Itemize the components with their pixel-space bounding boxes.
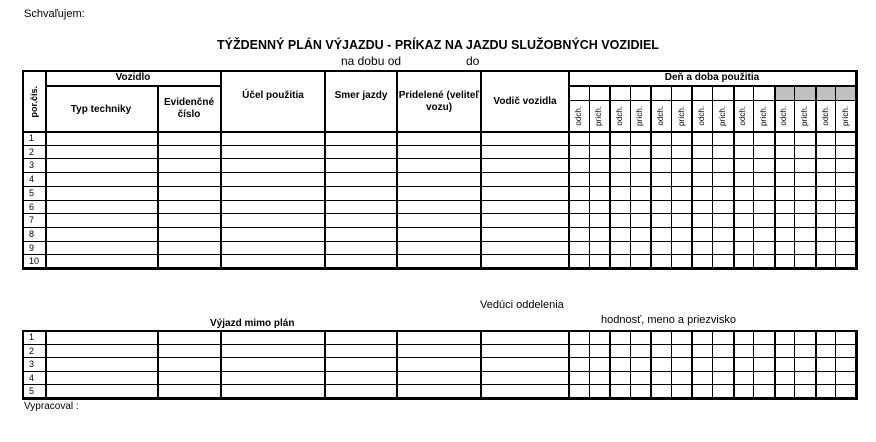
extra-table-right-border bbox=[855, 330, 858, 400]
vehicle-group-header: Vozidlo bbox=[115, 72, 151, 83]
row-number: 2 bbox=[29, 146, 35, 157]
arrival-subheader bbox=[671, 101, 692, 131]
arrival-subheader bbox=[753, 101, 774, 131]
extra-row-line bbox=[22, 384, 856, 385]
arrival-subheader bbox=[589, 101, 610, 131]
day-subheader-label: prích. bbox=[841, 105, 851, 126]
day-subheader-label: odch. bbox=[573, 106, 583, 126]
row-number: 7 bbox=[29, 215, 35, 226]
extra-day-column-line bbox=[815, 330, 817, 398]
extra-row-line bbox=[22, 357, 856, 358]
header-bottom-border bbox=[22, 131, 856, 133]
departure-subheader bbox=[774, 101, 795, 131]
extra-column-line bbox=[396, 330, 398, 398]
row-line bbox=[22, 200, 856, 201]
row-line bbox=[22, 158, 856, 159]
day-subheader-label: odch. bbox=[779, 106, 789, 126]
extra-day-column-line bbox=[650, 330, 652, 398]
extra-column-line bbox=[45, 330, 47, 398]
extra-row-number: 2 bbox=[29, 345, 35, 356]
day-group-header: Deň a doba použitia bbox=[664, 72, 760, 83]
table-top-border bbox=[22, 70, 856, 72]
purpose-header: Účel použitia bbox=[242, 90, 304, 101]
prepared-by-label: Vypracoval : bbox=[24, 401, 79, 412]
type-header: Typ techniky bbox=[70, 104, 132, 115]
row-number: 5 bbox=[29, 187, 35, 198]
row-number: 8 bbox=[29, 228, 35, 239]
day-subheader-label: prích. bbox=[676, 105, 686, 126]
extra-row-number: 3 bbox=[29, 359, 35, 370]
arrival-subheader bbox=[835, 101, 856, 131]
table-bottom-border bbox=[22, 267, 856, 270]
extra-label: Výjazd mimo plán bbox=[210, 318, 295, 329]
extra-day-column-line bbox=[753, 330, 754, 398]
arrival-subheader bbox=[630, 101, 651, 131]
day-subheader-label: odch. bbox=[697, 106, 707, 126]
column-line bbox=[45, 70, 47, 269]
day-subheader-label: prích. bbox=[594, 105, 604, 126]
assigned-header: Pridelené (veliteľ vozu) bbox=[398, 90, 480, 113]
extra-row-number: 5 bbox=[29, 386, 35, 397]
row-line bbox=[22, 172, 856, 173]
day-subheader-label: odch. bbox=[656, 106, 666, 126]
departure-subheader bbox=[733, 101, 754, 131]
row-number: 3 bbox=[29, 160, 35, 171]
driver-header: Vodič vozidla bbox=[493, 96, 557, 107]
day-subheader-label: prích. bbox=[635, 105, 645, 126]
column-line bbox=[568, 70, 570, 269]
period-to: do bbox=[466, 54, 480, 68]
row-line bbox=[22, 186, 856, 187]
extra-column-line bbox=[220, 330, 222, 398]
extra-day-column-line bbox=[589, 330, 590, 398]
day-subheader-label: prích. bbox=[800, 105, 810, 126]
row-number: 6 bbox=[29, 201, 35, 212]
day-subheader-label: prích. bbox=[758, 105, 768, 126]
order-no-header: por.čís. bbox=[29, 86, 39, 118]
signature-hint: hodnosť, meno a priezvisko bbox=[601, 314, 736, 326]
column-line bbox=[324, 70, 326, 269]
form-title: TÝŽDENNÝ PLÁN VÝJAZDU - PRÍKAZ NA JAZDU SLUŽOBNÝCH VOZIDIEL bbox=[217, 38, 659, 52]
row-number: 9 bbox=[29, 242, 35, 253]
extra-day-column-line bbox=[774, 330, 776, 398]
row-number: 4 bbox=[29, 174, 35, 185]
reg-no-header: Evidenčné číslo bbox=[163, 97, 215, 120]
extra-table-bottom-border bbox=[22, 397, 856, 400]
departure-subheader bbox=[650, 101, 671, 131]
extra-column-line bbox=[324, 330, 326, 398]
extra-day-column-line bbox=[609, 330, 611, 398]
departure-subheader bbox=[568, 101, 589, 131]
extra-day-column-line bbox=[835, 330, 836, 398]
extra-day-column-line bbox=[733, 330, 735, 398]
column-line bbox=[480, 70, 482, 269]
extra-row-line bbox=[22, 371, 856, 372]
extra-row-number: 4 bbox=[29, 372, 35, 383]
row-line bbox=[22, 241, 856, 242]
departure-subheader bbox=[691, 101, 712, 131]
arrival-subheader bbox=[794, 101, 815, 131]
arrival-subheader bbox=[712, 101, 733, 131]
extra-column-line bbox=[157, 330, 159, 398]
extra-day-column-line bbox=[794, 330, 795, 398]
vehicle-group-divider bbox=[45, 85, 220, 87]
column-line bbox=[396, 70, 398, 269]
extra-day-column-line bbox=[671, 330, 672, 398]
row-line bbox=[22, 254, 856, 255]
row-line bbox=[22, 213, 856, 214]
head-of-department-label: Vedúci oddelenia bbox=[480, 299, 564, 311]
extra-day-column-line bbox=[630, 330, 631, 398]
row-number: 1 bbox=[29, 133, 35, 143]
departure-subheader bbox=[609, 101, 630, 131]
column-line bbox=[220, 70, 222, 269]
row-line bbox=[22, 145, 856, 146]
extra-row-line bbox=[22, 344, 856, 345]
day-subheader-label: odch. bbox=[738, 106, 748, 126]
direction-header: Smer jazdy bbox=[334, 90, 388, 101]
extra-table-top-border bbox=[22, 330, 856, 332]
row-line bbox=[22, 227, 856, 228]
period-prefix: na dobu od bbox=[341, 54, 402, 68]
departure-subheader bbox=[815, 101, 836, 131]
day-subheader-label: odch. bbox=[614, 106, 624, 126]
extra-column-line bbox=[480, 330, 482, 398]
day-subheader-label: odch. bbox=[820, 106, 830, 126]
extra-day-column-line bbox=[691, 330, 693, 398]
extra-row-number: 1 bbox=[29, 332, 35, 342]
extra-column-line bbox=[568, 330, 570, 398]
day-subheader-label: prích. bbox=[717, 105, 727, 126]
extra-day-column-line bbox=[712, 330, 713, 398]
approval-label: Schvaľujem: bbox=[24, 8, 85, 20]
row-number: 10 bbox=[29, 256, 40, 267]
